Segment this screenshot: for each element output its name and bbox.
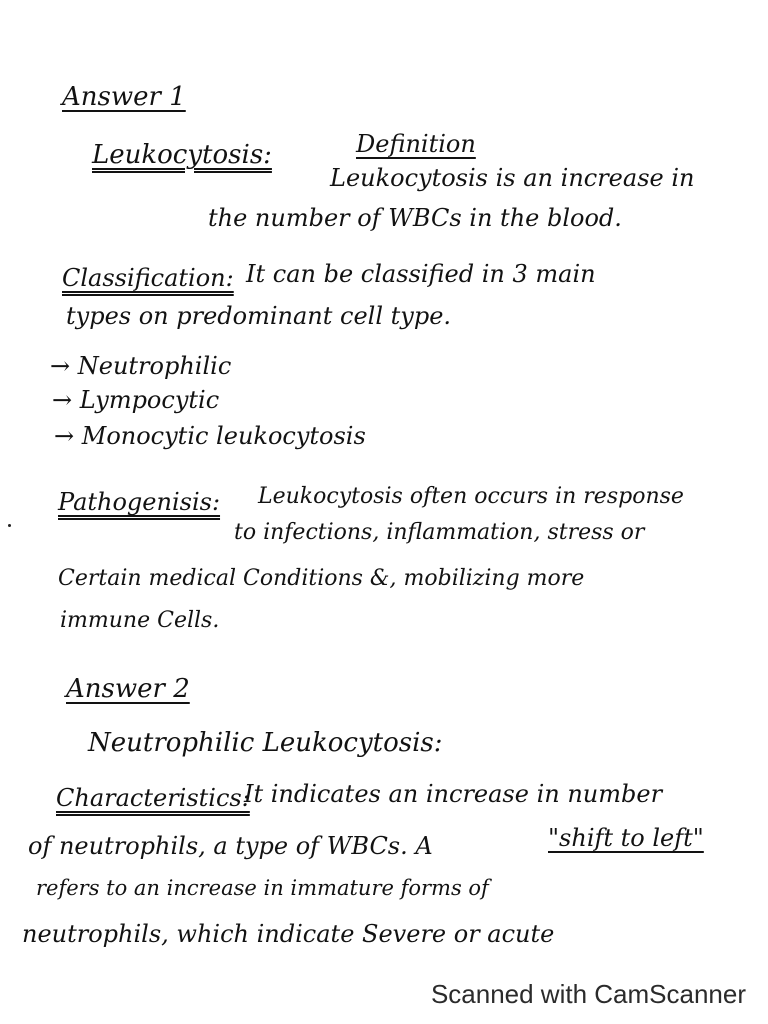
answer-1-heading: Answer 1 — [62, 82, 186, 112]
classification-text-line-1: It can be classified in 3 main — [246, 260, 596, 288]
leukocytosis-topic: Leukocytosis: — [92, 140, 272, 170]
characteristics-line-2: of neutrophils, a type of WBCs. A — [28, 832, 433, 860]
pathogenesis-line-2: to infections, inflammation, stress or — [234, 520, 645, 545]
pathogenesis-line-1: Leukocytosis often occurs in response — [258, 484, 684, 509]
neutrophilic-topic: Neutrophilic Leukocytosis: — [88, 728, 443, 758]
classification-text-line-2: types on predominant cell type. — [66, 302, 452, 330]
answer-2-heading: Answer 2 — [66, 674, 190, 704]
stray-ink-dot — [8, 524, 11, 527]
type-item-neutrophilic: → Neutrophilic — [50, 352, 232, 380]
definition-line-1: Leukocytosis is an increase in — [330, 164, 695, 192]
classification-label: Classification: — [62, 264, 234, 292]
characteristics-line-3: refers to an increase in immature forms of — [36, 876, 489, 900]
pathogenesis-label: Pathogenisis: — [58, 488, 221, 516]
type-item-monocytic: → Monocytic leukocytosis — [54, 422, 366, 450]
pathogenesis-line-3: Certain medical Conditions &, mobilizing more — [58, 566, 585, 591]
pathogenesis-line-4: immune Cells. — [60, 608, 220, 633]
definition-heading: Definition — [356, 130, 476, 158]
characteristics-line-4: neutrophils, which indicate Severe or acute — [22, 920, 555, 948]
characteristics-line-1: It indicates an increase in number — [244, 780, 663, 808]
camscanner-watermark: Scanned with CamScanner — [430, 979, 746, 1009]
characteristics-label: Characteristics: — [56, 784, 250, 812]
type-item-lympocytic: → Lympocytic — [52, 386, 220, 414]
definition-line-2: the number of WBCs in the blood. — [208, 204, 622, 232]
shift-to-left-quote: "shift to left" — [548, 824, 704, 852]
